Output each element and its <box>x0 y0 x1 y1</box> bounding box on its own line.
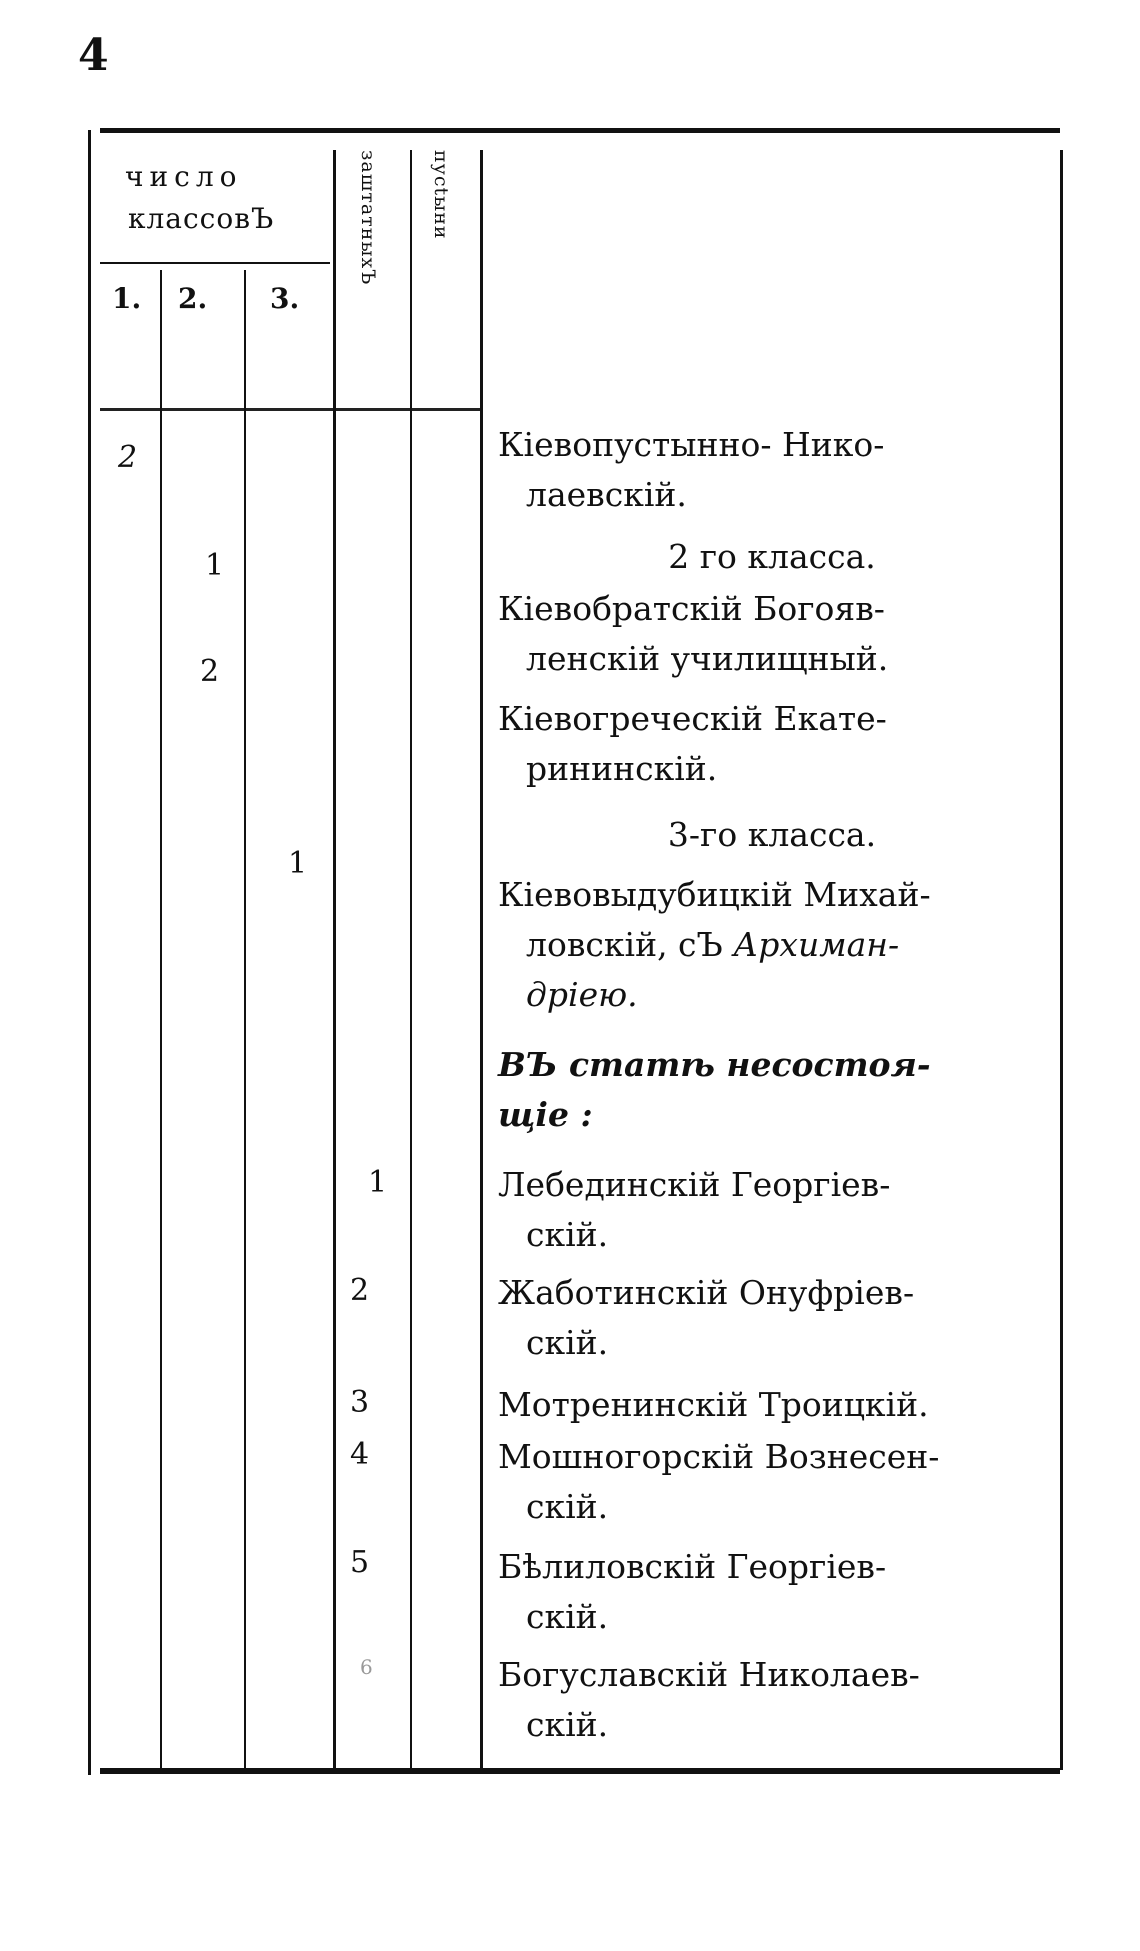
entry-line: Богуславскій Николаев- <box>498 1655 920 1694</box>
entry-text: ловскій, сЪ <box>526 925 734 964</box>
monastery-entry <box>498 584 1046 684</box>
entry-line: скій. <box>526 1323 609 1362</box>
entry-line: скій. <box>526 1215 609 1254</box>
column-divider-1 <box>160 270 162 1770</box>
monastery-entry <box>498 694 1046 794</box>
count-label-line1: число <box>125 160 243 193</box>
count-cell: 4 <box>350 1437 370 1472</box>
entry-line: Мошногорскій Вознесен- <box>498 1437 940 1476</box>
table-right-border <box>1060 150 1063 1770</box>
monastery-entry <box>498 1160 1046 1260</box>
count-cell: 5 <box>350 1545 370 1580</box>
header-bottom-rule <box>100 408 480 411</box>
column-divider-3 <box>333 150 336 1770</box>
section-heading <box>498 1040 1046 1140</box>
entry-line: лаевскій. <box>526 475 687 514</box>
count-cell: 3 <box>350 1385 370 1420</box>
column-1-header: 1. <box>112 282 142 315</box>
column-2-header: 2. <box>178 282 208 315</box>
entry-line: ленскій училищный. <box>526 639 889 678</box>
column-4-header: заштатныхЪ <box>357 150 379 286</box>
entry-text-italic: Архиман- <box>733 925 900 964</box>
column-divider-2 <box>244 270 246 1770</box>
count-cell: 1 <box>205 548 225 583</box>
table-left-border <box>88 130 91 1775</box>
count-cell: 2 <box>200 654 220 689</box>
entry-line: скій. <box>526 1705 609 1744</box>
entry-line: дріею. <box>526 975 638 1014</box>
entry-line: Лебединскій Георгіев- <box>498 1165 891 1204</box>
entry-line <box>498 920 1046 970</box>
entry-line: Кіевогреческій Екате- <box>498 699 887 738</box>
column-5-header: пусtыни <box>430 150 452 240</box>
monastery-entry <box>498 1650 1046 1750</box>
entry-line: рининскій. <box>526 749 718 788</box>
header-subrule <box>100 262 330 264</box>
column-divider-5 <box>480 150 483 1770</box>
count-cell: 1 <box>368 1165 388 1200</box>
count-cell: 2 <box>118 440 138 475</box>
page-number: 4 <box>78 30 109 81</box>
entry-line: Бѣлиловскій Георгіев- <box>498 1547 887 1586</box>
count-cell: 6 <box>360 1655 373 1679</box>
monastery-entry <box>498 870 1046 1020</box>
table-top-rule <box>100 128 1060 133</box>
monastery-entry <box>498 1432 1046 1532</box>
monastery-entry <box>498 1542 1046 1642</box>
count-cell: 2 <box>350 1273 370 1308</box>
class-heading: 3-го класса. <box>667 815 877 854</box>
monastery-entry <box>498 1380 1046 1430</box>
monastery-entry <box>498 1268 1046 1368</box>
entry-line: Жаботинскій Онуфріев- <box>498 1273 915 1312</box>
entry-line: Мотренинскій Троицкій. <box>498 1385 929 1424</box>
entry-line: скій. <box>526 1597 609 1636</box>
entry-line: Кіевовыдубицкій Михай- <box>498 875 931 914</box>
monastery-entry <box>498 420 1046 520</box>
count-cell: 1 <box>288 846 308 881</box>
entry-line: Кіевобратскій Богояв- <box>498 589 885 628</box>
entry-line: ВЪ статѣ несостоя- <box>498 1045 931 1084</box>
entry-line: Кіевопустынно- Нико- <box>498 425 885 464</box>
column-3-header: 3. <box>270 282 300 315</box>
count-label-line2: классовЪ <box>128 202 275 235</box>
entry-line: скій. <box>526 1487 609 1526</box>
entry-line: щіе : <box>498 1095 593 1134</box>
column-divider-4 <box>410 150 412 1770</box>
class-heading: 2 го класса. <box>668 537 876 576</box>
